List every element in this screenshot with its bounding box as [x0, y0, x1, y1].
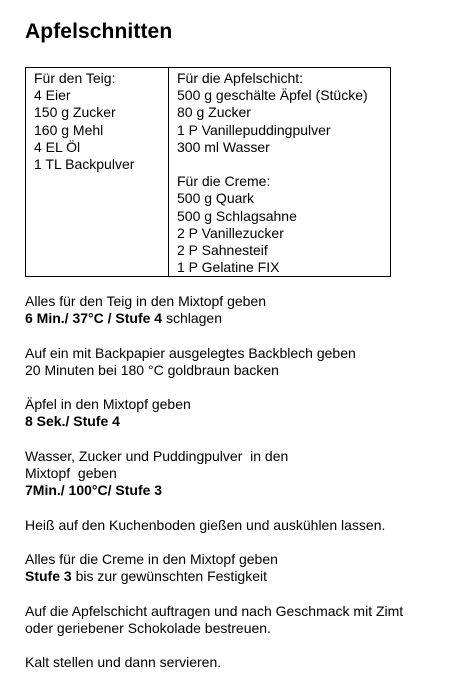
step-1	[25, 293, 455, 327]
ingredients-table	[25, 67, 391, 277]
dough-heading: Für den Teig:	[34, 70, 116, 86]
step-4	[25, 448, 455, 500]
machine-setting: 7Min./ 100°C/ Stufe 3	[25, 482, 163, 499]
step-text: Alles für den Teig in den Mixtopf geben	[25, 293, 267, 309]
step-text: Äpfel in den Mixtopf geben	[25, 396, 191, 413]
apple-layer-heading: Für die Apfelschicht:	[177, 70, 304, 86]
instructions	[25, 293, 455, 689]
step-setting-line	[25, 310, 455, 327]
step-text: Auf die Apfelschicht auftragen und nach Geschmack mit Zimt	[25, 602, 404, 619]
ingredient-item: 80 g Zucker	[177, 104, 251, 121]
step-text: Kalt stellen und dann servieren.	[25, 654, 222, 671]
step-text: Heiß auf den Kuchenboden gießen und auskühlen lassen.	[25, 516, 386, 533]
ingredient-item: 4 EL Öl	[34, 138, 81, 155]
ingredient-item: 160 g Mehl	[34, 121, 104, 138]
step-2	[25, 345, 455, 379]
ingredient-item: 1 P Gelatine FIX	[177, 259, 280, 276]
ingredient-item: 1 P Vanillepuddingpulver	[177, 121, 331, 138]
ingredient-item: 300 ml Wasser	[177, 138, 270, 155]
machine-setting: Stufe 3	[25, 568, 72, 585]
step-5	[25, 517, 455, 534]
cream-heading: Für die Creme:	[177, 173, 271, 190]
step-setting-line	[25, 568, 455, 585]
ingredient-item: 150 g Zucker	[34, 104, 116, 121]
step-text: 20 Minuten bei 180 °C goldbraun backen	[25, 361, 279, 378]
dough-ingredients-cell	[26, 68, 169, 276]
step-text: schlagen	[162, 310, 223, 327]
step-3	[25, 396, 455, 430]
ingredient-item: 1 TL Backpulver	[34, 156, 135, 173]
step-text: oder geriebener Schokolade bestreuen.	[25, 619, 271, 636]
ingredient-item: 500 g Schlagsahne	[177, 207, 297, 224]
step-text: Alles für die Creme in den Mixtopf geben	[25, 550, 278, 567]
step-text: Auf ein mit Backpapier ausgelegtes Backblech geben	[25, 344, 356, 361]
ingredient-item: 2 P Vanillezucker	[177, 224, 284, 241]
machine-setting: 6 Min./ 37°C / Stufe 4	[25, 310, 163, 327]
step-7	[25, 603, 455, 637]
topping-ingredients-cell	[169, 68, 390, 276]
step-text: bis zur gewünschten Festigkeit	[71, 568, 268, 585]
ingredient-item: 500 g Quark	[177, 190, 255, 207]
step-text: Wasser, Zucker und Puddingpulver in den	[25, 447, 289, 464]
recipe-title: Apfelschnitten	[25, 20, 173, 43]
step-text: Mixtopf geben	[25, 464, 117, 481]
step-6	[25, 551, 455, 585]
ingredient-item: 500 g geschälte Äpfel (Stücke)	[177, 87, 368, 104]
ingredient-item: 4 Eier	[34, 87, 71, 104]
ingredient-item: 2 P Sahnesteif	[177, 242, 268, 259]
spacer	[177, 156, 390, 173]
machine-setting: 8 Sek./ Stufe 4	[25, 413, 120, 430]
step-8	[25, 654, 455, 671]
